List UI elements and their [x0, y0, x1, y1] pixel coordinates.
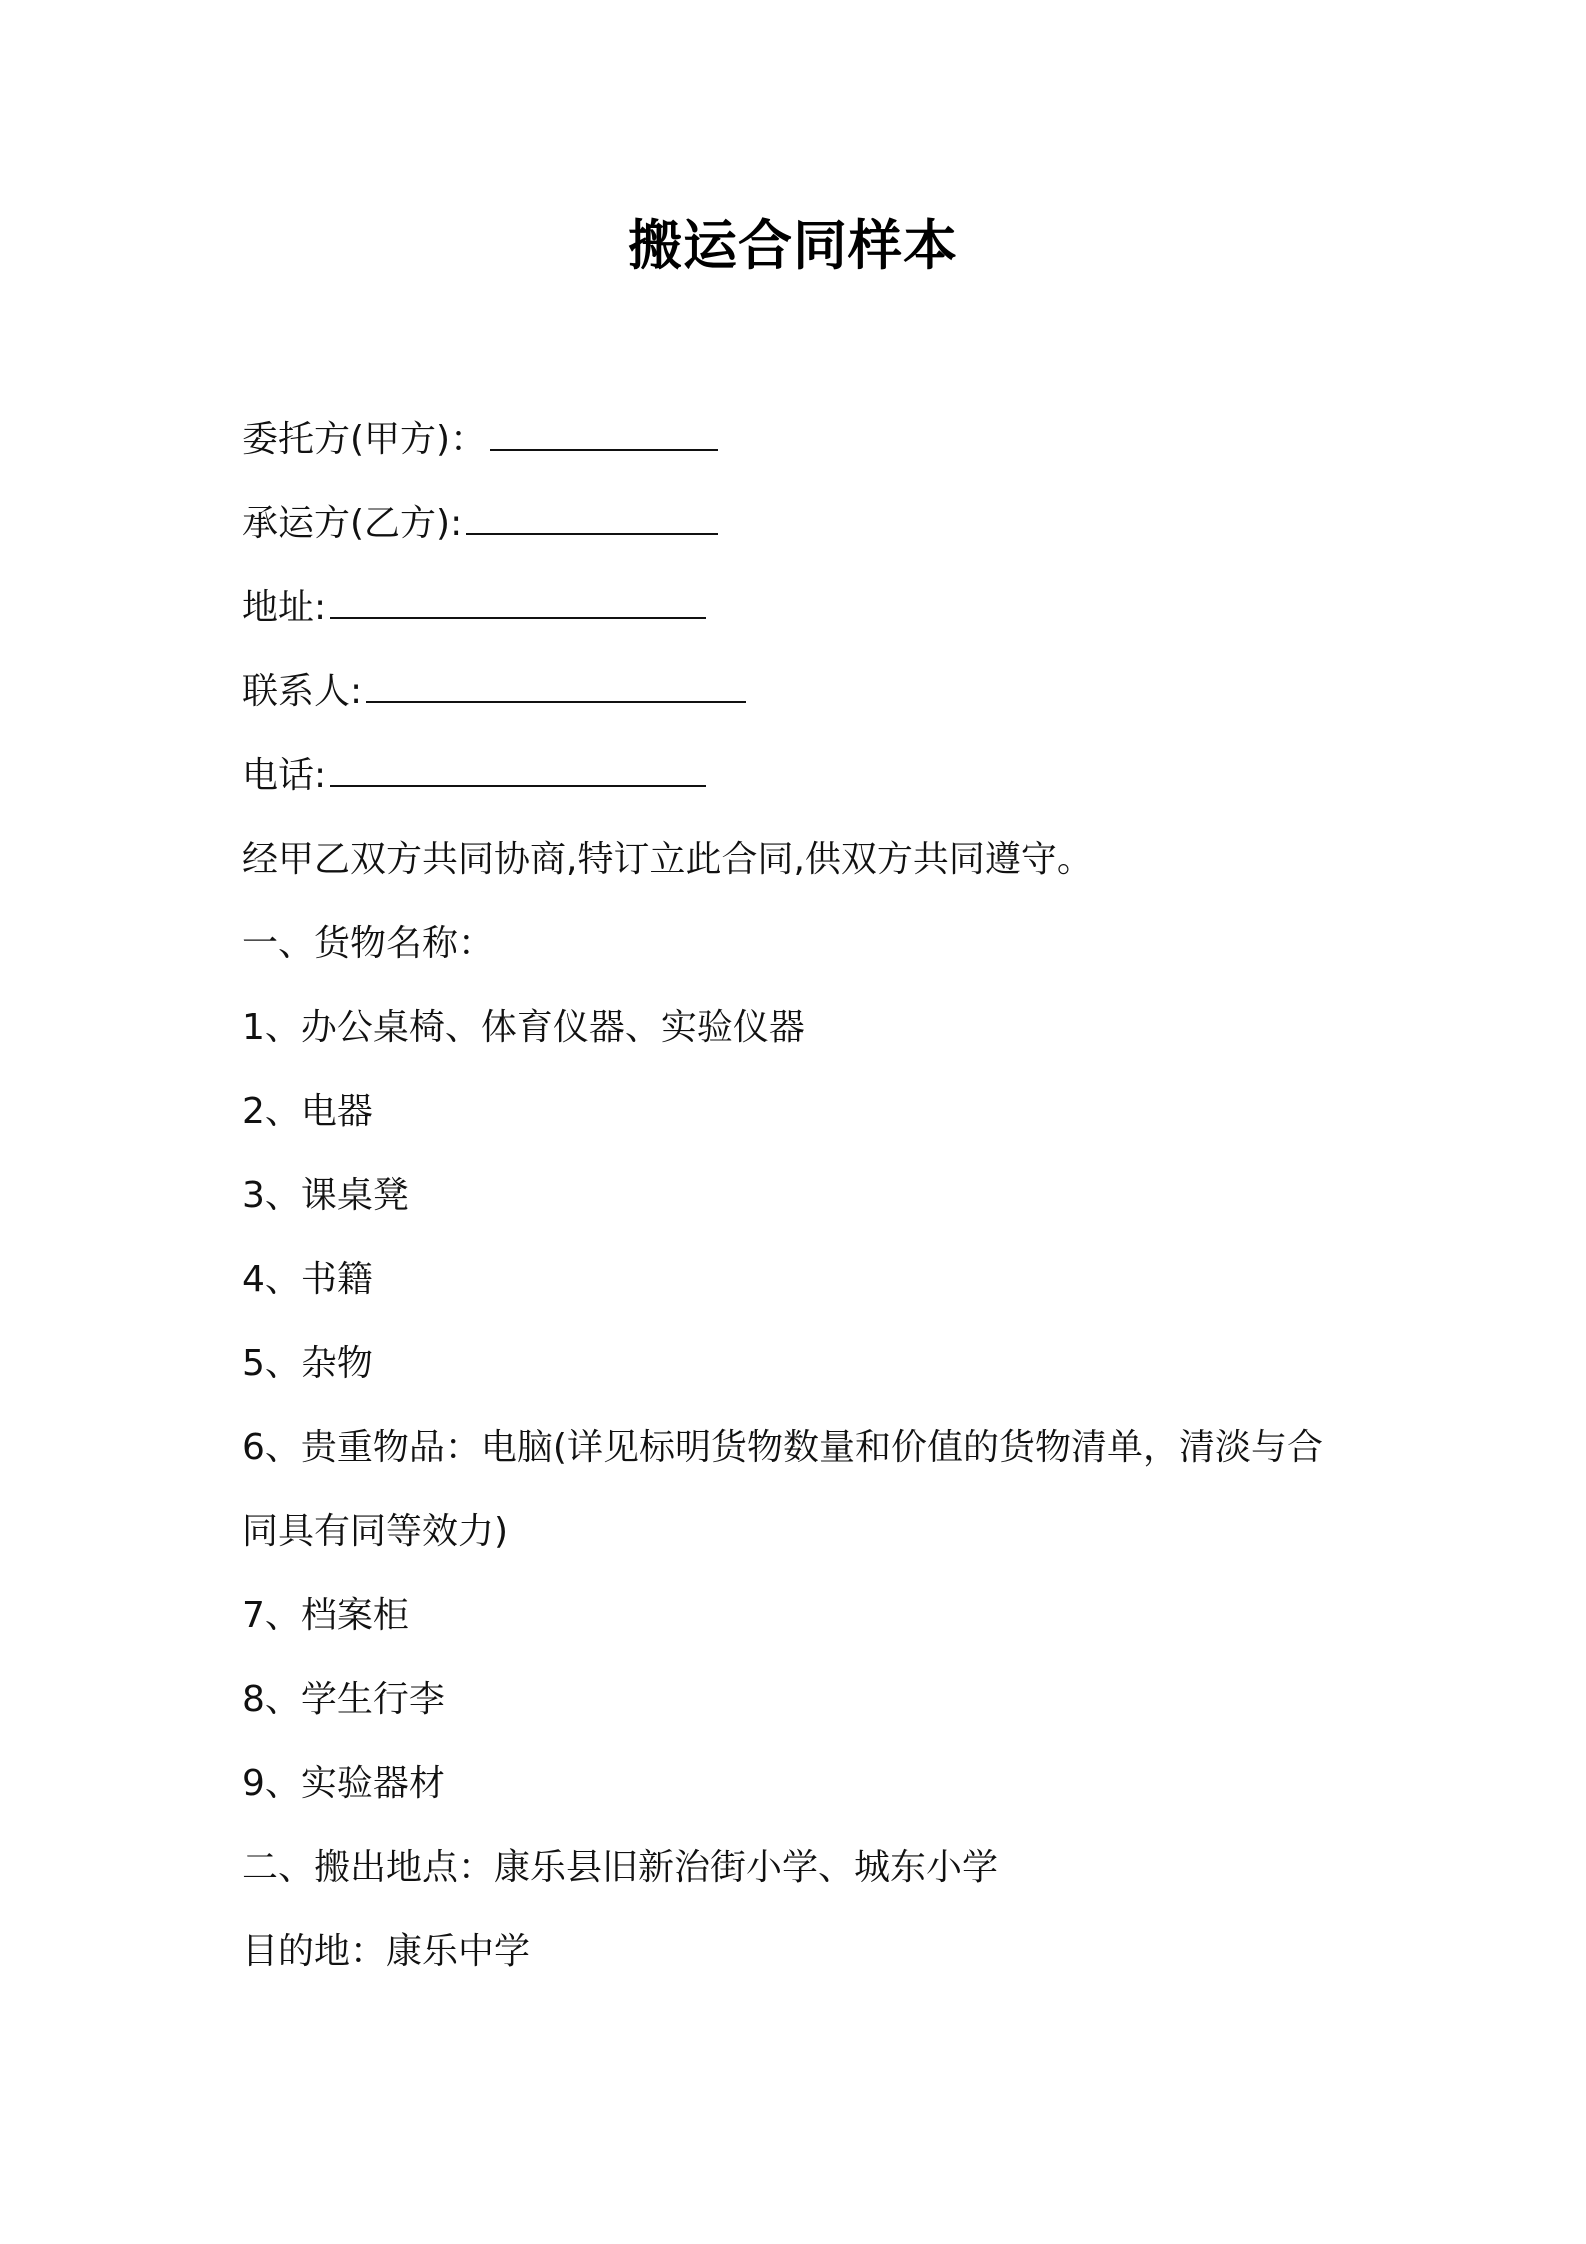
goods-item: 5、杂物	[242, 1343, 373, 1384]
party-b-label: 承运方(乙方):	[242, 503, 463, 544]
goods-item-continuation: 同具有同等效力)	[242, 1511, 509, 1552]
contact-label: 联系人:	[242, 671, 363, 712]
address-label: 地址:	[242, 587, 327, 628]
address-blank	[330, 581, 706, 619]
party-b-blank	[466, 497, 718, 535]
document-title: 搬运合同样本	[628, 214, 958, 277]
party-a-blank	[490, 413, 718, 451]
address-field	[242, 566, 1362, 650]
goods-item: 1、办公桌椅、体育仪器、实验仪器	[242, 1007, 805, 1048]
goods-item: 4、书籍	[242, 1259, 373, 1300]
goods-item: 3、课桌凳	[242, 1175, 409, 1216]
destination-line: 目的地：康乐中学	[242, 1931, 531, 1972]
goods-item: 7、档案柜	[242, 1595, 409, 1636]
document-body	[242, 398, 1362, 1994]
goods-item: 2、电器	[242, 1091, 373, 1132]
goods-item: 6、贵重物品：电脑(详见标明货物数量和价值的货物清单，清淡与合	[242, 1427, 1323, 1468]
party-b-field	[242, 482, 1362, 566]
contact-field	[242, 650, 1362, 734]
party-a-field	[242, 398, 1362, 482]
goods-item: 9、实验器材	[242, 1763, 445, 1804]
contact-blank	[366, 665, 746, 703]
phone-label: 电话:	[242, 755, 327, 796]
section-heading-goods: 一、货物名称：	[242, 923, 495, 964]
phone-blank	[330, 749, 706, 787]
party-a-label: 委托方(甲方)：	[242, 419, 487, 460]
phone-field	[242, 734, 1362, 818]
section-heading-origin: 二、搬出地点：康乐县旧新治街小学、城东小学	[242, 1847, 999, 1888]
intro-paragraph: 经甲乙双方共同协商,特订立此合同,供双方共同遵守。	[242, 839, 1093, 880]
goods-item: 8、学生行李	[242, 1679, 445, 1720]
